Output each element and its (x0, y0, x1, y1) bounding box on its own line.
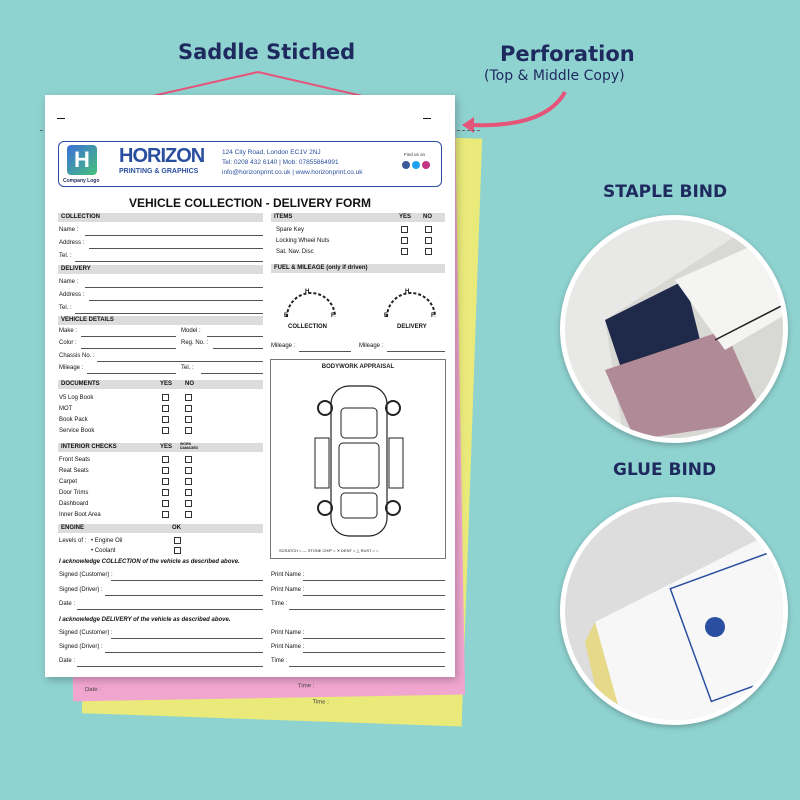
interior-item: Reat Seats (59, 468, 89, 474)
interior-item: Front Seats (59, 457, 91, 463)
delivery-gauge-empty: E (384, 313, 389, 319)
staple-mark-right (423, 118, 431, 119)
collection-customer-print-field[interactable] (303, 580, 445, 581)
interior-worn-checkbox[interactable] (185, 511, 192, 518)
interior-worn-checkbox[interactable] (185, 500, 192, 507)
interior-item: Inner Boot Area (59, 512, 101, 518)
car-diagram[interactable] (309, 378, 409, 543)
model-label: Model : (181, 328, 201, 334)
doc-no-checkbox[interactable] (185, 394, 192, 401)
pink-time-label: Time : (297, 683, 315, 690)
saddle-stitched-label: Saddle Stiched (178, 40, 356, 64)
interior-yes-checkbox[interactable] (162, 511, 169, 518)
brand-subtitle: PRINTING & GRAPHICS (119, 168, 199, 175)
doc-yes-checkbox[interactable] (162, 405, 169, 412)
delivery-time-field[interactable] (289, 666, 445, 667)
delivery-tel-field[interactable] (75, 313, 263, 314)
reg-no-label: Reg. No. : (181, 340, 209, 346)
collection-gauge-full: F (331, 313, 335, 319)
interior-worn-checkbox[interactable] (185, 467, 192, 474)
collection-date-field[interactable] (77, 609, 263, 610)
color-label: Color : (59, 340, 77, 346)
company-address-block (222, 148, 363, 178)
coolant-checkbox[interactable] (174, 547, 181, 554)
vehicle-mileage-field[interactable] (87, 373, 176, 374)
items-heading: ITEMS (271, 213, 445, 222)
collection-mileage-field[interactable] (299, 351, 351, 352)
engine-item: • Engine Oil (91, 538, 123, 544)
dent-legend: DENT = (341, 548, 356, 553)
doc-no-checkbox[interactable] (185, 427, 192, 434)
pink-date-label: Date : (84, 686, 102, 694)
twitter-icon (412, 161, 420, 169)
collection-gauge-empty: E (284, 313, 289, 319)
items-yes-checkbox[interactable] (401, 226, 408, 233)
delivery-driver-print-field[interactable] (303, 652, 445, 653)
vehicle-tel-label: Tel. : (181, 365, 194, 371)
doc-no-checkbox[interactable] (185, 416, 192, 423)
items-no-header: NO (423, 214, 432, 220)
collection-driver-sign-field[interactable] (105, 595, 263, 596)
collection-driver-sign-label: Signed (Driver) : (59, 587, 103, 593)
collection-name-field[interactable] (85, 235, 263, 236)
rust-legend: RUST = (360, 548, 375, 553)
interior-worn-checkbox[interactable] (185, 489, 192, 496)
form-title: VEHICLE COLLECTION - DELIVERY FORM (128, 196, 371, 210)
interior-yes-header: YES (160, 444, 173, 450)
collection-gauge-half: H (305, 289, 310, 295)
items-item: Locking Wheel Nuts (276, 238, 330, 244)
collection-date-label: Date : (59, 601, 76, 607)
perforation-sublabel: (Top & Middle Copy) (484, 68, 625, 84)
doc-yes-checkbox[interactable] (162, 416, 169, 423)
collection-time-field[interactable] (289, 609, 445, 610)
staple-mark-left (57, 118, 65, 119)
doc-yes-checkbox[interactable] (162, 394, 169, 401)
collection-address-field[interactable] (89, 248, 263, 249)
staple-bind-label: STAPLE BIND (603, 182, 728, 202)
yellow-time-label: Time : (312, 699, 329, 706)
company-logo-mark: H (67, 145, 97, 175)
bodywork-title: BODYWORK APPRAISAL (321, 364, 395, 370)
chassis-label: Chassis No. : (59, 353, 95, 359)
collection-mileage-label: Mileage : (271, 343, 296, 349)
collection-gauge-label: COLLECTION (288, 324, 327, 330)
delivery-customer-sign-field[interactable] (111, 638, 263, 639)
interior-item: Carpet (59, 479, 78, 485)
ack-delivery-text: I acknowledge DELIVERY of the vehicle as described above. (59, 617, 231, 623)
collection-address-label: Address : (59, 240, 85, 246)
delivery-customer-print-field[interactable] (303, 638, 445, 639)
documents-heading: DOCUMENTS (58, 380, 263, 389)
make-label: Make : (59, 328, 78, 334)
stone-chip-legend: STONE CHIP = (307, 548, 336, 553)
doc-item: V5 Log Book (59, 395, 94, 401)
engine-levels-label: Levels of : (59, 538, 87, 544)
items-yes-header: YES (399, 214, 412, 220)
delivery-tel-label: Tel. : (59, 305, 72, 311)
header-box (58, 141, 442, 187)
vehicle-mileage-label: Mileage : (59, 365, 84, 371)
delivery-driver-print-label: Print Name : (271, 644, 305, 650)
company-address: 124 City Road, London EC1V 2NJ (222, 149, 321, 156)
chassis-field[interactable] (97, 361, 263, 362)
delivery-mileage-field[interactable] (387, 351, 445, 352)
items-item: Sat. Nav. Disc (276, 249, 314, 255)
engine-oil-checkbox[interactable] (174, 537, 181, 544)
doc-item: Book Pack (59, 417, 88, 423)
delivery-gauge-label: DELIVERY (397, 324, 427, 330)
collection-tel-field[interactable] (75, 261, 263, 262)
items-no-checkbox[interactable] (425, 237, 432, 244)
find-us-label: Find us on (404, 152, 426, 157)
delivery-print-name-label: Print Name : (271, 630, 305, 636)
interior-yes-checkbox[interactable] (162, 456, 169, 463)
scratch-legend: SCRATCH = (279, 548, 302, 553)
brand-name: HORIZON (119, 145, 205, 167)
doc-yes-checkbox[interactable] (162, 427, 169, 434)
delivery-gauge-half: H (405, 289, 410, 295)
interior-checks-heading: INTERIOR CHECKS (58, 443, 263, 452)
items-no-checkbox[interactable] (425, 226, 432, 233)
delivery-customer-sign-label: Signed (Customer) : (59, 630, 113, 636)
doc-item: Service Book (59, 428, 95, 434)
interior-yes-checkbox[interactable] (162, 489, 169, 496)
vehicle-details-heading: VEHICLE DETAILS (58, 316, 263, 325)
collection-name-label: Name : (59, 227, 79, 233)
delivery-name-field[interactable] (85, 287, 263, 288)
items-item: Spare Key (276, 227, 305, 233)
items-yes-checkbox[interactable] (401, 237, 408, 244)
facebook-icon (402, 161, 410, 169)
collection-print-name-label: Print Name : (271, 572, 305, 578)
documents-yes-header: YES (160, 381, 173, 387)
delivery-driver-sign-field[interactable] (105, 652, 263, 653)
company-phone: Tel: 0208 432 6140 | Mob: 07855864991 (222, 159, 339, 166)
interior-yes-checkbox[interactable] (162, 467, 169, 474)
interior-yes-checkbox[interactable] (162, 478, 169, 485)
company-logo-text: Company Logo (63, 178, 100, 184)
collection-tel-label: Tel. : (59, 253, 72, 259)
delivery-date-label: Date : (59, 658, 76, 664)
delivery-gauge-full: F (431, 313, 435, 319)
items-no-checkbox[interactable] (425, 248, 432, 255)
color-field[interactable] (81, 348, 176, 349)
glue-bind-photo (560, 497, 788, 725)
interior-item: Dashboard (59, 501, 89, 507)
interior-worn-checkbox[interactable] (185, 478, 192, 485)
delivery-mileage-label: Mileage : (359, 343, 384, 349)
delivery-heading: DELIVERY (58, 265, 263, 274)
ack-collection-text: I acknowledge COLLECTION of the vehicle as described above. (59, 559, 240, 565)
make-field[interactable] (81, 336, 176, 337)
staple-bind-photo (560, 215, 788, 443)
delivery-address-label: Address : (59, 292, 85, 298)
glue-bind-label: GLUE BIND (613, 460, 717, 480)
collection-heading: COLLECTION (58, 213, 263, 222)
doc-item: MOT (59, 406, 73, 412)
bodywork-appraisal-box (270, 359, 446, 559)
interior-item: Door Trims (59, 490, 89, 496)
delivery-time-label: Time : (271, 658, 288, 664)
collection-customer-sign-label: Signed (Customer) : (59, 572, 113, 578)
collection-time-label: Time : (271, 601, 288, 607)
bodywork-legend: SCRATCH = — STONE CHIP = ✕ DENT = △ RUST = ○ (279, 548, 379, 553)
delivery-name-label: Name : (59, 279, 79, 285)
interior-yes-checkbox[interactable] (162, 500, 169, 507)
delivery-driver-sign-label: Signed (Driver) : (59, 644, 103, 650)
collection-driver-print-label: Print Name : (271, 587, 305, 593)
items-yes-checkbox[interactable] (401, 248, 408, 255)
instagram-icon (422, 161, 430, 169)
reg-no-field[interactable] (213, 348, 263, 349)
perforation-label: Perforation (500, 42, 635, 66)
collection-customer-sign-field[interactable] (111, 580, 263, 581)
fuel-mileage-heading: FUEL & MILEAGE (only if driven) (271, 264, 445, 273)
engine-heading: ENGINE (58, 524, 263, 533)
perforation-arrow (470, 92, 565, 125)
white-form-sheet (45, 95, 455, 677)
model-field[interactable] (207, 336, 263, 337)
doc-no-checkbox[interactable] (185, 405, 192, 412)
interior-worn-header: WORN DAMAGED (180, 442, 199, 450)
engine-item: • Coolant (91, 548, 116, 554)
company-web: info@horizonprint.co.uk | www.horizonprint.co.uk (222, 169, 363, 176)
collection-driver-print-field[interactable] (303, 595, 445, 596)
engine-ok-header: OK (172, 525, 181, 531)
vehicle-tel-field[interactable] (201, 373, 263, 374)
delivery-date-field[interactable] (77, 666, 263, 667)
delivery-address-field[interactable] (89, 300, 263, 301)
interior-worn-checkbox[interactable] (185, 456, 192, 463)
documents-no-header: NO (185, 381, 194, 387)
